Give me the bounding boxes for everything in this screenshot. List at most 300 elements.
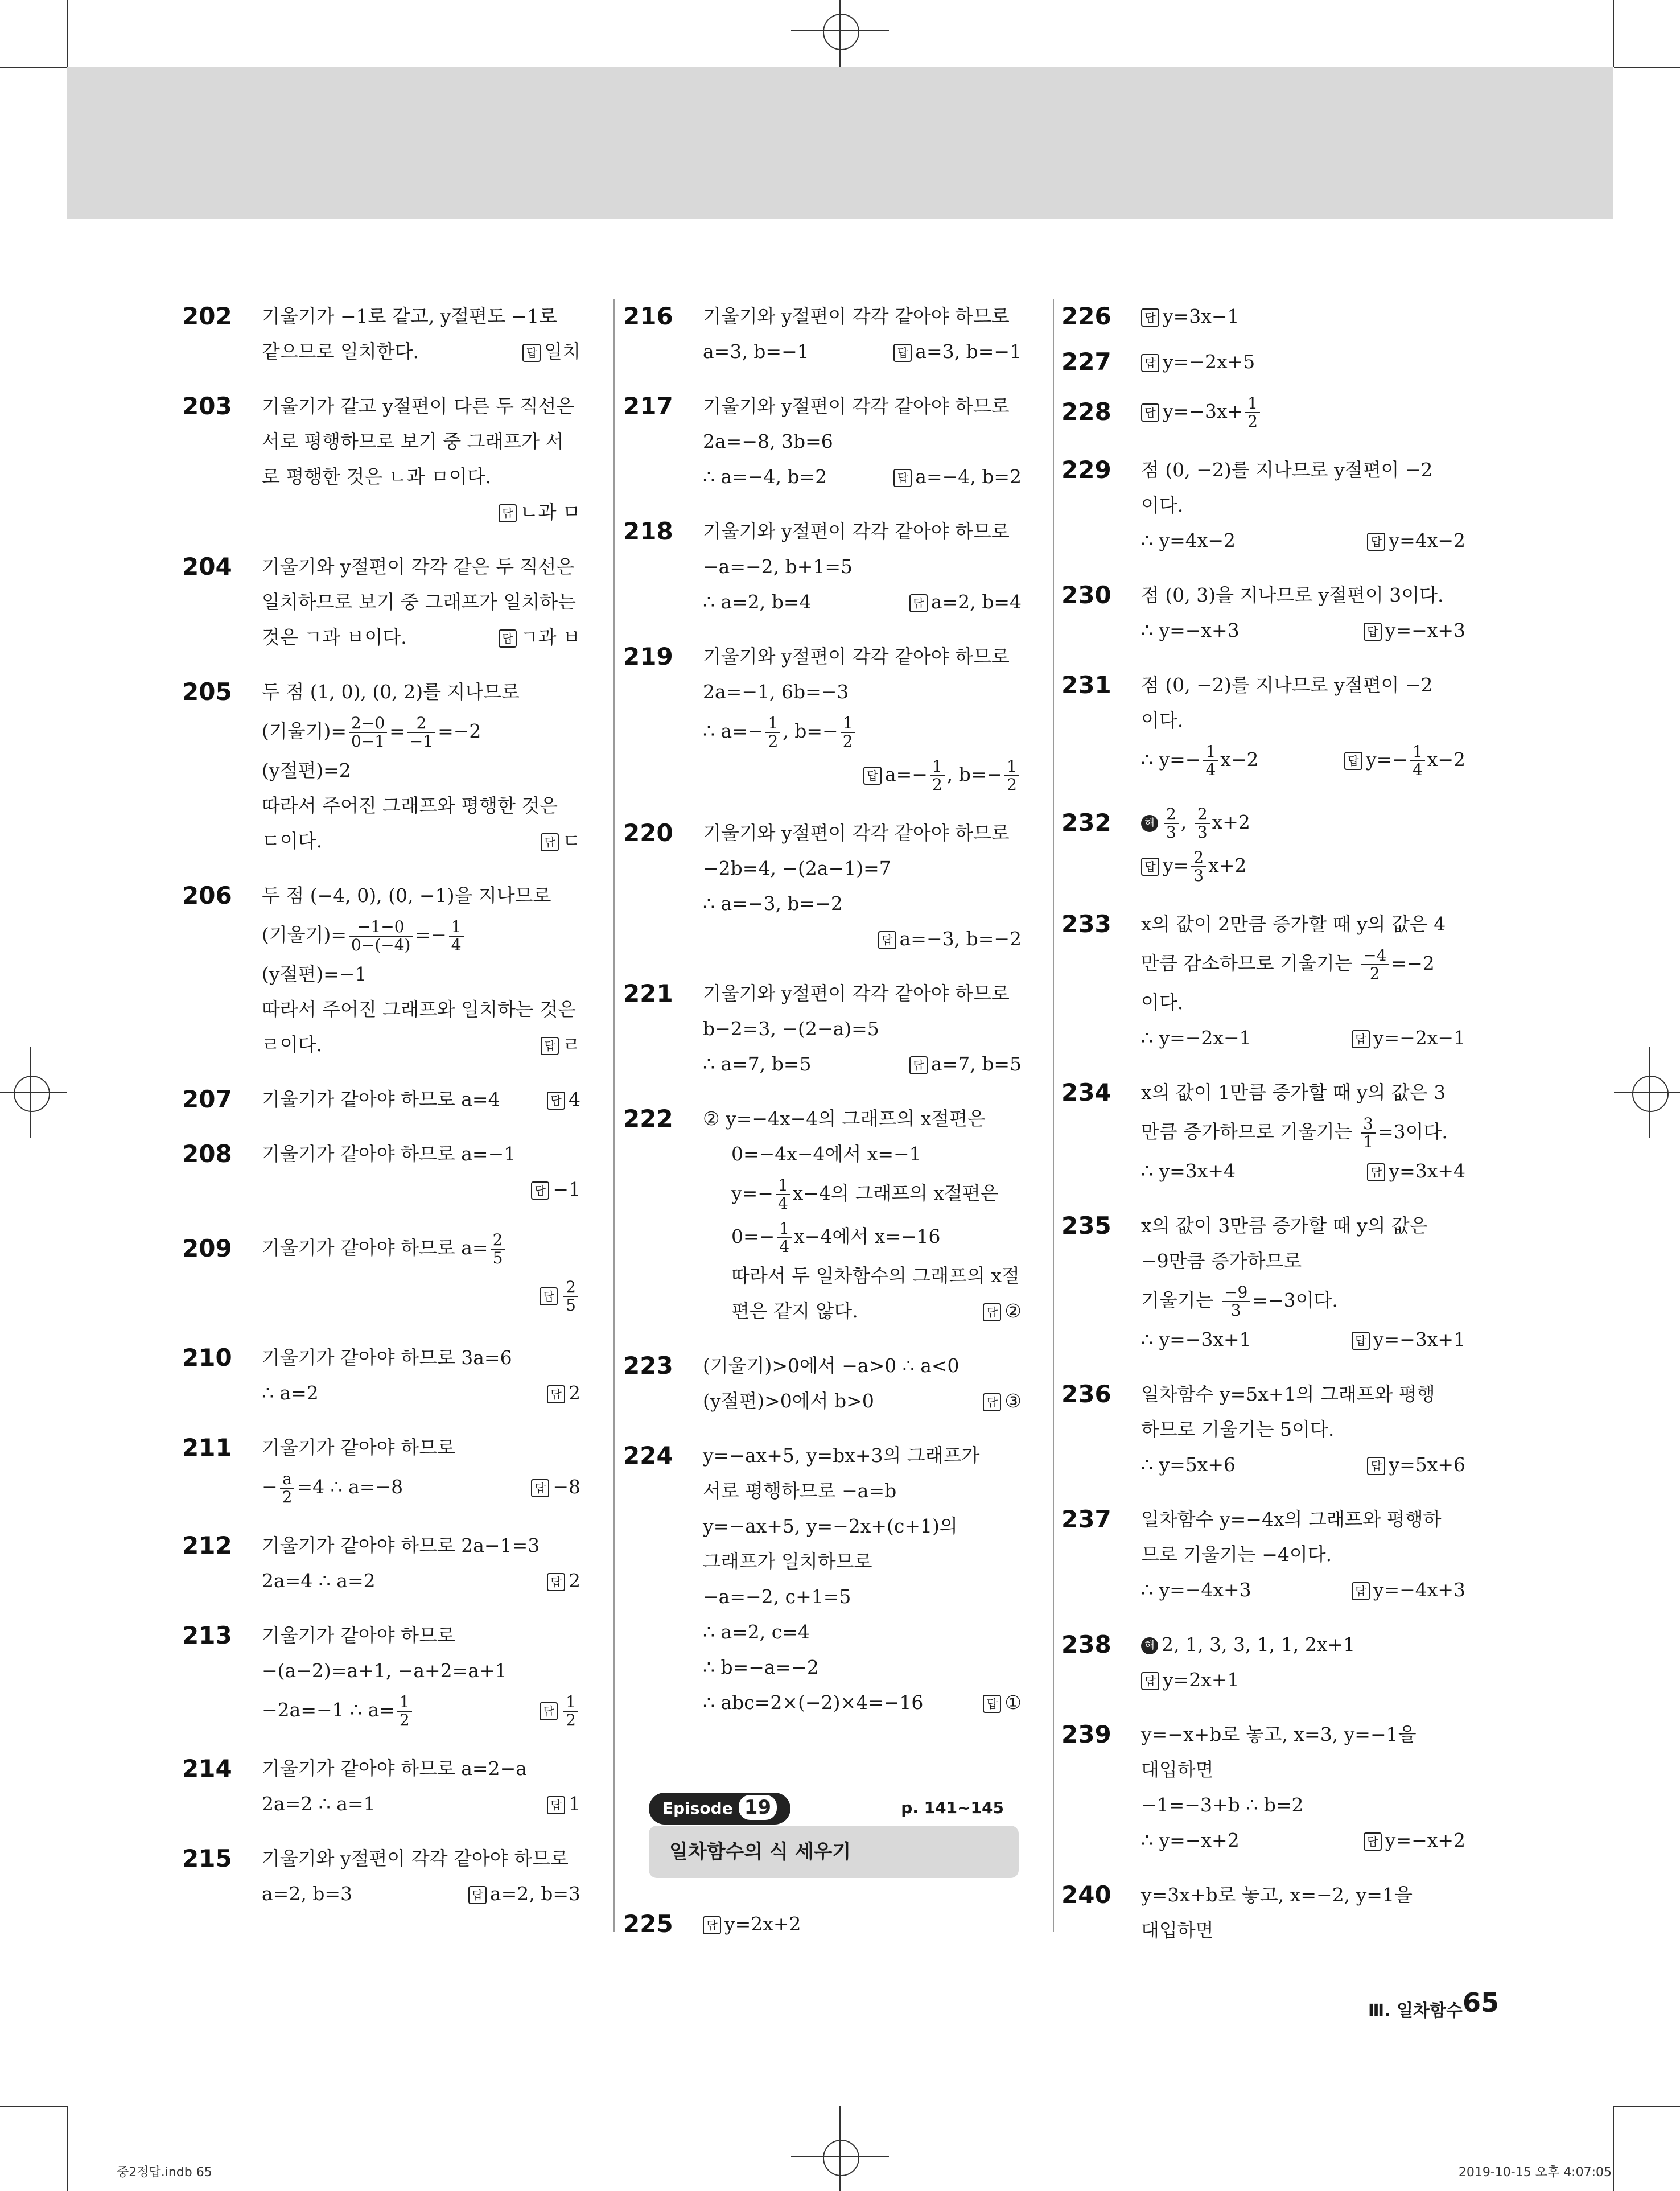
solution-line: 기울기가 같아야 하므로 2a−1=3 — [262, 1534, 540, 1556]
problem-202 — [182, 299, 580, 369]
solution-line: 기울기와 y절편이 각각 같아야 하므로 — [703, 520, 1010, 542]
problem-238 — [1061, 1627, 1465, 1698]
problem-number: 218 — [623, 517, 673, 545]
answer-box-icon: 답 — [540, 1702, 558, 1720]
answer-value: y=−2x−1 — [1373, 1027, 1465, 1049]
problem-number: 228 — [1061, 398, 1111, 426]
fraction: $\frac{1}{4}$ — [777, 1220, 792, 1255]
solution-line: 이다. — [1141, 494, 1184, 516]
problem-number: 202 — [182, 302, 232, 330]
solution-line: 로 평행한 것은 ㄴ과 ㅁ이다. — [262, 466, 492, 488]
problem-208 — [182, 1136, 580, 1207]
fraction: $\frac{1}{2}$ — [765, 715, 780, 750]
problem-213 — [182, 1618, 580, 1732]
column-1 — [182, 299, 580, 1931]
solution-line: 기울기와 y절편이 각각 같아야 하므로 — [703, 395, 1010, 417]
answer-box-icon: 답 — [547, 1573, 565, 1591]
solution-line: ∴ y=−x+3 답 y=−x+3 — [1141, 619, 1465, 641]
answer-value: ③ — [1004, 1390, 1022, 1412]
solution-line: ㄹ이다. 답 ㄹ — [262, 1033, 580, 1056]
solution-line: ∴ y=−3x+1 답 y=−3x+1 — [1141, 1328, 1465, 1350]
answer-box-icon: 답 — [1344, 752, 1362, 770]
solution-line: −9만큼 증가하므로 — [1141, 1250, 1302, 1272]
solution-line: − $\frac{a}{2}$ =4 ∴ a=−8 답 −8 — [262, 1469, 580, 1506]
registration-mark-icon — [14, 1076, 50, 1112]
solution-line: 기울기와 y절편이 각각 같아야 하므로 — [703, 822, 1010, 844]
solution-line: 하므로 기울기는 5이다. — [1141, 1418, 1335, 1440]
problem-number: 209 — [182, 1234, 232, 1262]
problem-number: 230 — [1061, 581, 1111, 609]
registration-mark-icon — [1632, 1076, 1669, 1112]
solution-line: 것은 ㄱ과 ㅂ이다. 답 ㄱ과 ㅂ — [262, 626, 580, 648]
page-number: 65 — [1462, 1987, 1499, 2018]
solution-line: 기울기가 같아야 하므로 a=4 답 4 — [262, 1088, 580, 1110]
answer-box-icon: 답 — [1364, 623, 1382, 641]
solution-line: 기울기와 y절편이 각각 같아야 하므로 — [703, 982, 1010, 1004]
answer-value: y=−3x+ — [1163, 400, 1243, 422]
answer-line — [1084, 1662, 1465, 1698]
problem-number: 237 — [1061, 1505, 1111, 1533]
problem-number: 236 — [1061, 1380, 1111, 1408]
solution-line: 대입하면 — [1141, 1919, 1214, 1941]
answer-box-icon: 답 — [522, 344, 541, 362]
solution-line: 기울기와 y절편이 각각 같아야 하므로 — [703, 645, 1010, 668]
fraction: $\frac{1}{4}$ — [449, 919, 464, 954]
solution-line: 서로 평행하므로 −a=b — [703, 1480, 897, 1502]
problem-215 — [182, 1841, 580, 1912]
problem-224 — [623, 1438, 1022, 1720]
problem-239 — [1061, 1717, 1465, 1858]
column-divider — [613, 299, 615, 1932]
problem-number: 223 — [623, 1352, 673, 1379]
footer-section-title: Ⅲ. 일차함수 — [1368, 2001, 1463, 2021]
crop-mark — [67, 2106, 68, 2191]
problem-number: 219 — [623, 643, 673, 670]
solution-line: 따라서 두 일차함수의 그래프의 x절 — [731, 1265, 1020, 1287]
solution-line: 기울기가 같고 y절편이 다른 두 직선은 — [262, 395, 575, 417]
problem-number: 204 — [182, 553, 232, 580]
registration-line — [0, 1092, 67, 1093]
answer-value: a=2, b=3 — [489, 1883, 580, 1905]
answer-value: y=−2x+5 — [1163, 351, 1255, 373]
answer-line — [1084, 344, 1465, 380]
answer-line — [205, 1270, 580, 1321]
solution-line: ② y=−4x−4의 그래프의 x절편은 — [703, 1107, 986, 1130]
solution-line: 편은 같지 않다. 답 ② — [731, 1300, 1022, 1322]
answer-box-icon: 답 — [1367, 1163, 1385, 1181]
problem-234 — [1061, 1075, 1465, 1189]
answer-line — [205, 1172, 580, 1207]
answer-value: ㄱ과 ㅂ — [520, 626, 580, 648]
answer-value: −1 — [553, 1178, 580, 1200]
fraction: $\frac{2}{3}$ — [1164, 806, 1179, 841]
problem-number: 240 — [1061, 1881, 1111, 1909]
solution-line: −(a−2)=a+1, −a+2=a+1 — [262, 1659, 507, 1682]
solution-line: 2a=−1, 6b=−3 — [703, 681, 849, 703]
problem-204 — [182, 549, 580, 655]
solution-line: ∴ a=−3, b=−2 — [703, 892, 843, 915]
solution-line: ㄷ이다. 답 ㄷ — [262, 830, 580, 852]
solution-line: 2a=4 ∴ a=2 답 2 — [262, 1570, 580, 1592]
fraction: $\frac{1}{2}$ — [930, 758, 945, 793]
solution-line: ∴ a=− $\frac{1}{2}$ , b=− $\frac{1}{2}$ — [646, 710, 1022, 753]
solution-line: y=−ax+5, y=bx+3의 그래프가 — [703, 1444, 980, 1467]
crop-mark — [1614, 67, 1680, 68]
print-timestamp: 2019-10-15 오후 4:07:05 — [1458, 2165, 1612, 2180]
problem-number: 229 — [1061, 456, 1111, 484]
crop-mark — [1613, 0, 1614, 67]
problem-number: 210 — [182, 1344, 232, 1372]
problem-226 — [1061, 299, 1465, 334]
problem-237 — [1061, 1502, 1465, 1608]
answer-box-icon: 답 — [468, 1886, 487, 1904]
problem-number: 232 — [1061, 809, 1111, 837]
solution-line: y=−x+b로 놓고, x=3, y=−1을 — [1141, 1723, 1417, 1745]
answer-box-icon: 답 — [1352, 1030, 1370, 1048]
problem-212 — [182, 1528, 580, 1599]
solution-line: (y절편)>0에서 b>0 답 ③ — [703, 1390, 1022, 1412]
problem-235 — [1061, 1208, 1465, 1357]
problem-227 — [1061, 344, 1465, 380]
answer-box-icon: 답 — [499, 504, 517, 522]
problem-218 — [623, 514, 1022, 620]
solution-line: 대입하면 — [1141, 1758, 1214, 1781]
answer-box-icon: 답 — [1367, 533, 1385, 551]
answer-box-icon: 답 — [531, 1181, 549, 1200]
solution-line: (기울기)= $\frac{2-0}{0-1}$ = $\frac{2}{-1}$ =−2 — [262, 714, 481, 751]
fraction: $\frac{-9}{3}$ — [1222, 1284, 1250, 1319]
answer-value: y=3x+4 — [1389, 1160, 1465, 1182]
problem-number: 226 — [1061, 302, 1111, 330]
answer-value: y=4x−2 — [1389, 529, 1465, 551]
problem-217 — [623, 389, 1022, 495]
fraction: $\frac{1}{4}$ — [1203, 743, 1218, 779]
answer-value: y= — [1163, 854, 1189, 876]
problem-211 — [182, 1430, 580, 1509]
crop-mark — [1614, 2106, 1680, 2107]
solution-line: 2a=2 ∴ a=1 답 1 — [262, 1793, 580, 1815]
solution-line: 이다. — [1141, 991, 1184, 1014]
solution-line: 서로 평행하므로 보기 중 그래프가 서 — [262, 430, 564, 452]
answer-value: ㄴ과 ㅁ — [520, 501, 580, 523]
solution-line: 점 (0, −2)를 지나므로 y절편이 −2 — [1141, 674, 1433, 696]
solution-line: 일차함수 y=5x+1의 그래프와 평행 — [1141, 1383, 1435, 1405]
problem-216 — [623, 299, 1022, 369]
answer-box-icon: 답 — [1141, 354, 1159, 372]
solution-line: 만큼 증가하므로 기울기는 $\frac{3}{1}$ =3이다. — [1141, 1114, 1448, 1151]
solution-line: ∴ a=2, c=4 — [703, 1621, 810, 1643]
fraction: $\frac{1}{2}$ — [1004, 758, 1019, 793]
solution-line: ∴ y=−2x−1 답 y=−2x−1 — [1141, 1027, 1465, 1049]
solution-line: 이다. — [1141, 709, 1184, 731]
solution-line: −a=−2, b+1=5 — [703, 555, 853, 578]
registration-mark-icon — [823, 14, 859, 50]
solution-circle-icon: 해 — [1141, 815, 1158, 832]
solution-line: −2a=−1 ∴ a= $\frac{1}{2}$ 답 $\frac{1}{2}$ — [205, 1688, 580, 1732]
answer-value: 2 — [569, 1570, 580, 1592]
answer-value: a=3, b=−1 — [915, 340, 1022, 363]
solution-line: x의 값이 1만큼 증가할 때 y의 값은 3 — [1141, 1081, 1446, 1103]
answer-value: 일치 — [544, 340, 580, 363]
problem-240 — [1061, 1877, 1465, 1948]
solution-line: 만큼 감소하므로 기울기는 $\frac{-4}{2}$ =−2 — [1141, 946, 1435, 983]
solution-line: 기울기가 같아야 하므로 3a=6 — [262, 1346, 512, 1369]
answer-value: $\frac{2}{5}$ — [563, 1279, 578, 1314]
solution-line: (기울기)>0에서 −a>0 ∴ a<0 — [703, 1354, 960, 1377]
solution-line: 므로 기울기는 −4이다. — [1141, 1543, 1332, 1566]
fraction: $\frac{1}{2}$ — [397, 1694, 412, 1729]
answer-box-icon: 답 — [547, 1092, 565, 1110]
problem-232 — [1061, 801, 1465, 887]
answer-box-icon: 답 — [1141, 858, 1159, 876]
solution-line: ∴ b=−a=−2 — [703, 1656, 819, 1678]
solution-line: 해 $\frac{2}{3}$ , $\frac{2}{3}$ x+2 — [1084, 801, 1465, 844]
fraction: $\frac{3}{1}$ — [1361, 1115, 1376, 1151]
problem-number: 224 — [623, 1442, 673, 1469]
answer-value: ① — [1004, 1691, 1022, 1714]
answer-line — [1084, 390, 1465, 433]
problem-number: 221 — [623, 979, 673, 1007]
answer-value: y=−x+2 — [1385, 1829, 1465, 1851]
answer-line: 답 y= $\frac{2}{3}$ x+2 — [1084, 844, 1465, 887]
answer-value: y=2x+1 — [1163, 1669, 1240, 1691]
answer-box-icon: 답 — [1364, 1832, 1382, 1851]
answer-box-icon: 답 — [909, 1056, 928, 1074]
answer-value: 4 — [569, 1088, 580, 1110]
solution-line: 기울기가 같아야 하므로 a= $\frac{2}{5}$ — [205, 1226, 580, 1270]
answer-box-icon: 답 — [541, 833, 559, 851]
solution-line: ∴ a=7, b=5 답 a=7, b=5 — [703, 1053, 1022, 1075]
crop-mark — [67, 0, 68, 67]
solution-line: 0=−4x−4에서 x=−1 — [731, 1143, 921, 1165]
problem-220 — [623, 816, 1022, 957]
problem-221 — [623, 976, 1022, 1082]
answer-line: 답 a=− $\frac{1}{2}$ , b=− $\frac{1}{2}$ — [646, 753, 1022, 796]
answer-value: y=2x+2 — [724, 1913, 801, 1935]
problem-number: 211 — [182, 1434, 232, 1461]
problem-number: 216 — [623, 302, 673, 330]
answer-box-icon: 답 — [878, 931, 896, 949]
registration-line — [791, 2156, 889, 2157]
problem-number: 231 — [1061, 671, 1111, 699]
problem-222 — [623, 1101, 1022, 1329]
answer-box-icon: 답 — [531, 1479, 549, 1497]
problem-number: 213 — [182, 1621, 232, 1649]
problem-number: 208 — [182, 1140, 232, 1168]
problem-number: 222 — [623, 1105, 673, 1132]
problem-number: 217 — [623, 392, 673, 420]
solution-line: (y절편)=2 — [262, 759, 351, 781]
answer-box-icon: 답 — [547, 1385, 565, 1403]
solution-line: 기울기와 y절편이 각각 같아야 하므로 — [703, 305, 1010, 327]
solution-line: 그래프가 일치하므로 — [703, 1550, 872, 1572]
fraction: $\frac{1}{2}$ — [1245, 395, 1260, 430]
problem-number: 238 — [1061, 1630, 1111, 1658]
column-3 — [1061, 299, 1465, 1967]
answer-box-icon: 답 — [703, 1916, 721, 1934]
solution-line: −a=−2, c+1=5 — [703, 1585, 851, 1608]
problem-number: 225 — [623, 1910, 673, 1938]
problem-number: 235 — [1061, 1212, 1111, 1239]
solution-line: 해 2, 1, 3, 3, 1, 1, 2x+1 — [1084, 1627, 1465, 1662]
fraction: $\frac{2}{5}$ — [491, 1232, 505, 1267]
problem-number: 233 — [1061, 910, 1111, 938]
solution-line: ∴ y=−x+2 답 y=−x+2 — [1141, 1829, 1465, 1851]
answer-value: a=−4, b=2 — [915, 466, 1022, 488]
registration-line — [791, 30, 889, 31]
answer-value: ㄹ — [562, 1033, 580, 1056]
solution-line: a=3, b=−1 답 a=3, b=−1 — [703, 340, 1022, 363]
solution-line: (y절편)=−1 — [262, 963, 367, 985]
answer-value: a=7, b=5 — [930, 1053, 1022, 1075]
fraction: $\frac{-4}{2}$ — [1361, 947, 1389, 982]
problem-number: 205 — [182, 678, 232, 706]
registration-line — [1614, 1092, 1680, 1093]
solution-line: 기울기와 y절편이 각각 같은 두 직선은 — [262, 555, 575, 578]
solution-line: 기울기가 같아야 하므로 a=2−a — [262, 1757, 527, 1780]
registration-line — [30, 1047, 31, 1138]
solution-line: a=2, b=3 답 a=2, b=3 — [262, 1883, 580, 1905]
problem-number: 234 — [1061, 1078, 1111, 1106]
answer-line — [205, 495, 580, 530]
problem-231 — [1061, 668, 1465, 781]
solution-line: x의 값이 2만큼 증가할 때 y의 값은 4 — [1141, 913, 1446, 935]
problem-207 — [182, 1082, 580, 1117]
episode-pages: p. 141~145 — [895, 1798, 1010, 1817]
solution-line: ∴ y=3x+4 답 y=3x+4 — [1141, 1160, 1465, 1182]
answer-value: ② — [1004, 1300, 1022, 1322]
column-divider — [1053, 299, 1054, 1932]
problem-number: 220 — [623, 819, 673, 847]
answer-value: ㄷ — [562, 830, 580, 852]
solution-line: 점 (0, −2)를 지나므로 y절편이 −2 — [1141, 459, 1433, 481]
solution-line: 일치하므로 보기 중 그래프가 일치하는 — [262, 591, 577, 613]
problem-number: 214 — [182, 1755, 232, 1782]
answer-box-icon: 답 — [983, 1695, 1001, 1713]
solution-line: 따라서 주어진 그래프와 일치하는 것은 — [262, 998, 577, 1020]
fraction: $\frac{2}{3}$ — [1191, 849, 1206, 884]
answer-value: a=2, b=4 — [930, 591, 1022, 613]
episode-badge: Episode 19 — [649, 1793, 790, 1825]
solution-line: −2b=4, −(2a−1)=7 — [703, 857, 891, 879]
problem-228 — [1061, 390, 1465, 433]
answer-value: 1 — [569, 1793, 580, 1815]
solution-line: 기울기는 $\frac{-9}{3}$ =−3이다. — [1141, 1283, 1338, 1320]
answer-box-icon: 답 — [547, 1796, 565, 1814]
header-band — [67, 67, 1613, 219]
solution-line: 기울기가 같아야 하므로 a=−1 — [262, 1143, 516, 1165]
solution-line: ∴ a=2 답 2 — [262, 1382, 580, 1404]
answer-box-icon: 답 — [540, 1287, 558, 1305]
problem-203 — [182, 389, 580, 530]
answer-value: y=− — [1365, 748, 1408, 771]
problem-205 — [182, 674, 580, 859]
solution-line: ∴ y=− $\frac{1}{4}$ x−2 답 y=− $\frac{1}{4}$ x−2 — [1141, 742, 1465, 779]
fraction: $\frac{a}{2}$ — [280, 1471, 295, 1506]
answer-value: a=−3, b=−2 — [899, 928, 1022, 950]
answer-box-icon: 답 — [1141, 308, 1159, 327]
fraction: $\frac{2}{-1}$ — [407, 715, 435, 750]
solution-line: ∴ a=2, b=4 답 a=2, b=4 — [703, 591, 1022, 613]
solution-line: 일차함수 y=−4x의 그래프와 평행하 — [1141, 1508, 1442, 1530]
answer-value: y=3x−1 — [1163, 305, 1240, 327]
answer-box-icon: 답 — [1352, 1582, 1370, 1600]
answer-value: y=−4x+3 — [1373, 1579, 1465, 1601]
solution-line: 같으므로 일치한다. 답 일치 — [262, 340, 580, 363]
registration-line — [839, 0, 841, 67]
problem-number: 207 — [182, 1085, 232, 1113]
answer-box-icon: 답 — [893, 344, 912, 362]
fraction: $\frac{-1-0}{0-(-4)}$ — [349, 919, 413, 954]
solution-line: 기울기와 y절편이 각각 같아야 하므로 — [262, 1847, 569, 1869]
answer-value: y=−3x+1 — [1373, 1328, 1465, 1350]
fraction: $\frac{1}{2}$ — [841, 715, 855, 750]
problem-number: 206 — [182, 882, 232, 909]
answer-value: −8 — [553, 1476, 580, 1498]
crop-mark — [0, 67, 67, 68]
answer-box-icon: 답 — [1141, 1672, 1159, 1690]
problem-number: 227 — [1061, 348, 1111, 376]
problem-number: 215 — [182, 1844, 232, 1872]
crop-mark — [0, 2106, 67, 2107]
answer-line — [646, 1906, 1022, 1942]
fraction: $\frac{2}{3}$ — [1195, 806, 1210, 841]
answer-box-icon: 답 — [541, 1037, 559, 1055]
problem-223 — [623, 1348, 1022, 1419]
episode-header — [649, 1793, 1019, 1878]
fraction: $\frac{1}{4}$ — [1410, 743, 1425, 779]
solution-line: 두 점 (1, 0), (0, 2)를 지나므로 — [262, 681, 520, 703]
solution-line: 점 (0, 3)을 지나므로 y절편이 3이다. — [1141, 584, 1444, 606]
solution-line: 따라서 주어진 그래프와 평행한 것은 — [262, 794, 558, 817]
problem-214 — [182, 1751, 580, 1822]
answer-line — [646, 921, 1022, 957]
problem-209 — [182, 1226, 580, 1321]
solution-line: 기울기가 −1로 같고, y절편도 −1로 — [262, 305, 558, 327]
solution-line: y=− $\frac{1}{4}$ x−4의 그래프의 x절편은 — [731, 1176, 999, 1213]
answer-box-icon: 답 — [893, 469, 912, 487]
episode-number: 19 — [739, 1795, 777, 1820]
solution-line: ∴ abc=2×(−2)×4=−16 답 ① — [703, 1691, 1022, 1714]
problem-number: 212 — [182, 1531, 232, 1559]
answer-box-icon: 답 — [863, 767, 882, 785]
solution-line: 0=− $\frac{1}{4}$ x−4에서 x=−16 — [731, 1219, 941, 1256]
problem-229 — [1061, 452, 1465, 558]
problem-225 — [623, 1906, 1022, 1942]
answer-box-icon: 답 — [1367, 1457, 1385, 1475]
problem-230 — [1061, 578, 1465, 648]
solution-line: b−2=3, −(2−a)=5 — [703, 1018, 879, 1040]
problem-233 — [1061, 907, 1465, 1056]
solution-line: ∴ y=5x+6 답 y=5x+6 — [1141, 1453, 1465, 1476]
episode-title: 일차함수의 식 세우기 — [669, 1840, 851, 1863]
solution-line: (기울기)= $\frac{-1-0}{0-(-4)}$ =− $\frac{1}{4}$ — [205, 913, 580, 957]
answer-box-icon: 답 — [1352, 1332, 1370, 1350]
registration-line — [839, 2106, 841, 2191]
answer-box-icon: 답 — [909, 594, 928, 612]
answer-box-icon: 답 — [983, 1303, 1001, 1321]
print-file-label: 중2정답.indb 65 — [117, 2165, 212, 2180]
solution-line: y=3x+b로 놓고, x=−2, y=1을 — [1141, 1884, 1413, 1906]
problem-number: 239 — [1061, 1720, 1111, 1748]
solution-line: y=−ax+5, y=−2x+(c+1)의 — [703, 1515, 958, 1537]
registration-mark-icon — [823, 2140, 859, 2176]
problem-210 — [182, 1340, 580, 1411]
answer-box-icon: 답 — [983, 1393, 1001, 1411]
fraction: $\frac{1}{4}$ — [776, 1177, 790, 1212]
problem-number: 203 — [182, 392, 232, 420]
fraction: $\frac{2-0}{0-1}$ — [349, 715, 387, 750]
